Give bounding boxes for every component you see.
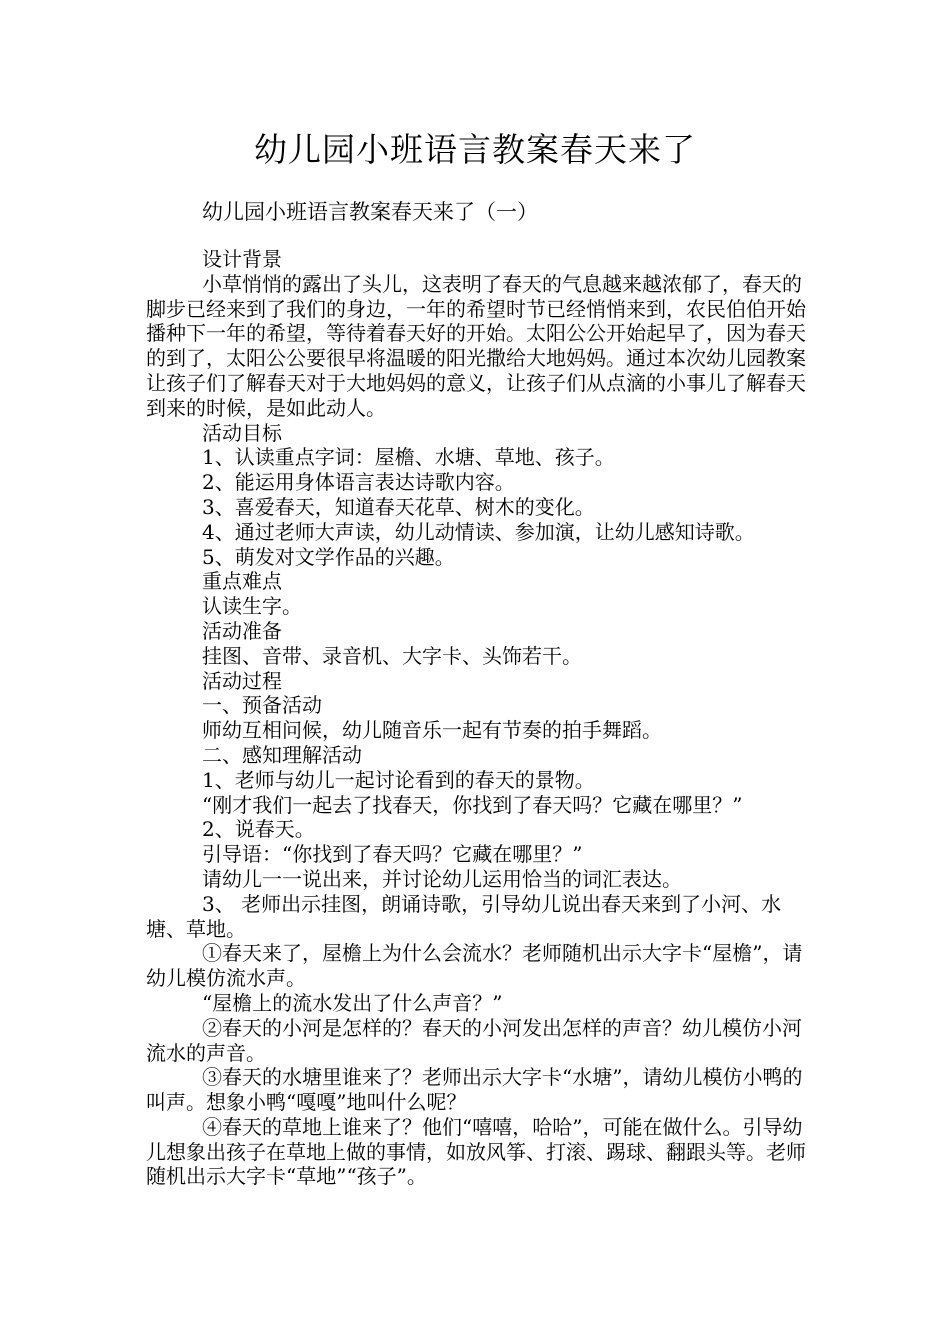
paragraph: 小草悄悄的露出了头儿，这表明了春天的气息越来越浓郁了，春天的脚步已经来到了我们的身边，一年的希望时节已经悄悄来到，农民伯伯开始播种下一年的希望，等待着春天好的开始。太阳公公开始起早了，因为春天的到了，太阳公公要很早将温暖的阳光撒给大地妈妈。通过本次幼儿园教案让孩子们了解春天对于大地妈妈的意义，让孩子们从点滴的小事儿了解春天到来的时候，是如此动人。 [146, 271, 806, 420]
section-heading: 活动过程 [202, 668, 282, 693]
list-item: 1、认读重点字词：屋檐、水塘、草地、孩子。 [202, 445, 615, 470]
section-heading: 设计背景 [202, 247, 282, 271]
paragraph: 挂图、音带、录音机、大字卡、头饰若干。 [202, 643, 582, 668]
list-item: 2、说春天。 [202, 817, 315, 842]
paragraph: ②春天的小河是怎样的？春天的小河发出怎样的声音？幼儿模仿小河流水的声音。 [146, 1015, 802, 1065]
list-item: 2、能运用身体语言表达诗歌内容。 [202, 470, 515, 495]
list-item: 5、萌发对文学作品的兴趣。 [202, 544, 455, 569]
paragraph: “屋檐上的流水发出了什么声音？” [202, 990, 503, 1015]
paragraph: ③春天的水塘里谁来了？老师出示大字卡“水塘”，请幼儿模仿小鸭的叫声。想象小鸭“嘎嘎”地叫什么呢？ [146, 1065, 803, 1115]
paragraph: ①春天来了，屋檐上为什么会流水？老师随机出示大字卡“屋檐”，请幼儿模仿流水声。 [146, 941, 803, 991]
section-heading: 活动准备 [202, 618, 282, 643]
list-item: 3、 老师出示挂图，朗诵诗歌，引导幼儿说出春天来到了小河、水塘、草地。 [146, 891, 782, 941]
document-body [146, 247, 810, 1189]
list-item: 3、喜爱春天，知道春天花草、树木的变化。 [202, 494, 595, 519]
list-item: 1、老师与幼儿一起讨论看到的春天的景物。 [202, 767, 595, 792]
paragraph: 引导语：“你找到了春天吗？它藏在哪里？” [202, 842, 583, 867]
section-heading: 重点难点 [202, 569, 282, 594]
section-heading: 一、预备活动 [202, 693, 322, 718]
document-title: 幼儿园小班语言教案春天来了 [254, 130, 696, 169]
list-item: 4、通过老师大声读，幼儿动情读、参加演，让幼儿感知诗歌。 [202, 519, 755, 544]
paragraph: 请幼儿一一说出来，并讨论幼儿运用恰当的词汇表达。 [202, 866, 682, 891]
section-heading: 活动目标 [202, 420, 282, 445]
paragraph: 认读生字。 [202, 594, 302, 619]
paragraph: 师幼互相问候，幼儿随音乐一起有节奏的拍手舞蹈。 [202, 718, 662, 743]
paragraph: “刚才我们一起去了找春天，你找到了春天吗？它藏在哪里？” [202, 792, 743, 817]
paragraph: ④春天的草地上谁来了？他们“嘻嘻，哈哈”，可能在做什么。引导幼儿想象出孩子在草地上做的事情，如放风筝、打滚、踢球、翻跟头等。老师随机出示大字卡“草地”“孩子”。 [146, 1114, 806, 1189]
document-subtitle: 幼儿园小班语言教案春天来了（一） [202, 200, 538, 224]
section-heading: 二、感知理解活动 [202, 742, 362, 767]
